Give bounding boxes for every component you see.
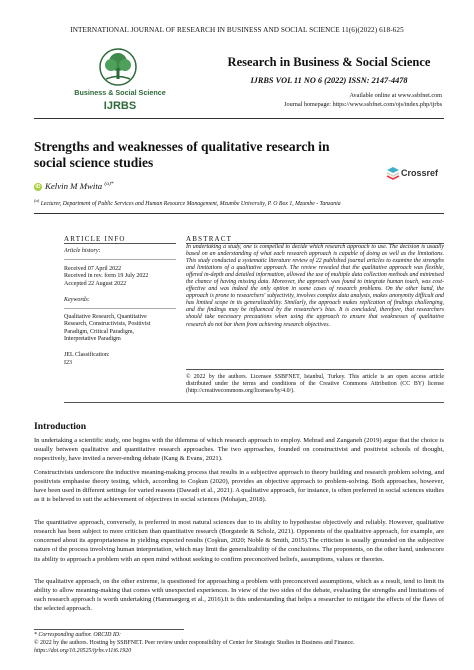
- keywords-line: Interpretative Paradigm: [64, 336, 121, 343]
- keywords-line: Research, Constructivists, Positivist: [64, 321, 151, 328]
- jel-block: [64, 352, 184, 367]
- accepted-date: Accepted 22 August 2022: [64, 280, 127, 287]
- tree-logo-icon: [98, 48, 138, 86]
- abstract-text: In undertaking a study, one is compelled to decide which research approach to use. The decision is usually based on an understanding of what each research approach is capable of doing as well as the limitations. This study conducted a systematic literature review of 22 published journal articles to examine the strengths and limitations of a qualitative approach. The review revealed that the qualitative approach was flexible, offered in-depth and detailed information, allowed the use of multiple data collection methods and minimised the chance of having missing data. Moreover, the approach was found to integrate human touch, was cost-effective and was indeed the only option in some cases of research problems. On the other hand, the approach is prone to researchers' subjectivity, involves complex data analysis, makes anonymity difficult and has limited scope in its generalizability. Similarly, the approach makes replication of findings challenging, and the findings may be influenced by the researcher's bias. It is concluded, therefore, that researchers should take necessary precautions when using the approach to ensure that weaknesses of qualitative research do not bar them from achieving research objectives.: [186, 244, 444, 328]
- affiliation: [34, 198, 341, 207]
- keywords-label: Keywords:: [64, 297, 90, 303]
- affiliation-rule: [34, 213, 444, 214]
- front-matter-rule: [64, 402, 444, 403]
- logo-name: Business & Social Science: [74, 88, 166, 97]
- jel-code: I23: [64, 359, 72, 366]
- article-info-heading: ARTICLE INFO: [64, 235, 126, 243]
- license-text: © 2022 by the authors. Licensee SSBFNET, Istanbul, Turkey. This article is an open access article distributed under the terms and conditions of the Creative Commons Attribution (CC BY) license (http://creativecommons.org/licenses/by/4.0/).: [186, 374, 444, 395]
- history-divider: [64, 259, 176, 260]
- journal-online-link[interactable]: Available online at www.ssbfnet.com: [349, 92, 442, 99]
- author-marks: (a)*: [104, 181, 114, 188]
- crossref-label: Crossref: [401, 168, 439, 178]
- intro-paragraph-3: The quantitative approach, conversely, is preferred in most natural sciences due to its ability to hypothesise objectively and reliably. However, qualitative research has been subject to more criticism than quantitative research (Borgstede & Scholz, 2021). Opponents of the qualitative approach, for example, are concerned about its appropriateness in yielding expected results (Coşkun, 2020; Noble & Smith, 2015).The criticism is usually grounded on the subjective nature of the process involving human interpretation, which may limit the generalizability of the conclusions. The proponents, on the other hand, underscore its ability to approach a problem with an open mind without seeking to confirm preconceived beliefs, assumptions, values or theories.: [34, 519, 444, 563]
- journal-volume: IJRBS VOL 11 NO 6 (2022) ISSN: 2147-4478: [250, 76, 408, 85]
- info-rule: [64, 243, 176, 244]
- article-title: Strengths and weaknesses of qualitative research in social science studies: [34, 139, 330, 170]
- corresponding-author-note: * Corresponding author. ORCID ID:: [34, 632, 121, 638]
- logo-abbr: IJRBS: [103, 100, 137, 112]
- journal-homepage-link[interactable]: Journal homepage: https://www.ssbfnet.com/ojs/index.php/ijrbs: [284, 101, 442, 108]
- orcid-icon[interactable]: iD: [35, 184, 41, 190]
- keywords-line: Paradigm, Critical Paradigm,: [64, 328, 134, 335]
- affiliation-text: Lecturer, Department of Public Services and Human Resource Management, Mzumbe University, P. O Box 1, Mzumbe - Tanzania: [39, 200, 341, 207]
- affiliation-mark: (a): [34, 198, 40, 203]
- abstract-heading: ABSTRACT: [186, 235, 233, 243]
- revised-date: Received in rev. form 19 July 2022: [64, 273, 149, 280]
- journal-title: Research in Business & Social Science: [227, 55, 431, 69]
- intro-paragraph-4: The qualitative approach, on the other extreme, is questioned for approaching a problem with preconceived assumptions, which as a result, tend to limit its ability to allow meaning-making that comes with unexpected experiences. In view of the two sides of the debate, evaluating the strengths and limitations of each research approach is worth undertaking (Hammargerg et al., 2016).It is this understanding that helps a researcher to mitigate the effects of the flaws of the selected approach.: [34, 578, 444, 613]
- keywords-divider: [64, 308, 176, 309]
- author-line: [34, 181, 114, 191]
- copyright-note: © 2022 by the authors. Hosting by SSBFNET. Peer review under responsibility of Center for Strategic Studies in Business and Finance.: [34, 640, 355, 646]
- author-name: Kelvin M Mwita: [45, 181, 103, 191]
- article-history: [64, 248, 184, 288]
- keywords-line: Qualitative Research, Quantitative: [64, 313, 147, 320]
- intro-paragraph-2: Constructivists underscore the inductive meaning-making process that results in a subjective approach to theory building and research problem solving, and positivists emphasise theory testing, which, according to Coşkun (2020), provides an objective approach to problem-solving. Both approaches, however, have been used in different settings for varied reasons (Dawadi et al., 2021). A qualitative approach, for instance, is often preferred in social sciences studies as it is believed to suit the achievement of objectives in social sciences (Mohajan, 2018).: [34, 469, 444, 504]
- received-date: Received 07 April 2022: [64, 265, 122, 272]
- introduction-heading: Introduction: [34, 421, 87, 432]
- crossref-icon: [386, 166, 400, 180]
- intro-paragraph-1: In undertaking a scientific study, one begins with the dilemma of which research approach to employ. Mehrad and Zanganeh (2019) argue that the choice is usually between qualitative and quantitative research approaches. The two approaches, founded on constructivist and positivist schools of thought, respectively, have invited a never-ending debate (Kang & Evans, 2021).: [34, 437, 444, 463]
- footnote-rule: [34, 629, 184, 630]
- history-label: Article history:: [64, 248, 101, 254]
- jel-label: JEL Classification:: [64, 352, 110, 358]
- crossref-badge[interactable]: [386, 163, 446, 183]
- header-rule: [34, 118, 444, 119]
- keywords-block: [64, 297, 184, 344]
- license-rule: [186, 369, 444, 370]
- running-header: INTERNATIONAL JOURNAL OF RESEARCH IN BUSINESS AND SOCIAL SCIENCE 11(6)(2022) 618-625: [70, 26, 404, 34]
- journal-logo: [60, 48, 200, 120]
- doi-link[interactable]: https://doi.org/10.20525/ijrbs.v11i6.1920: [34, 648, 132, 654]
